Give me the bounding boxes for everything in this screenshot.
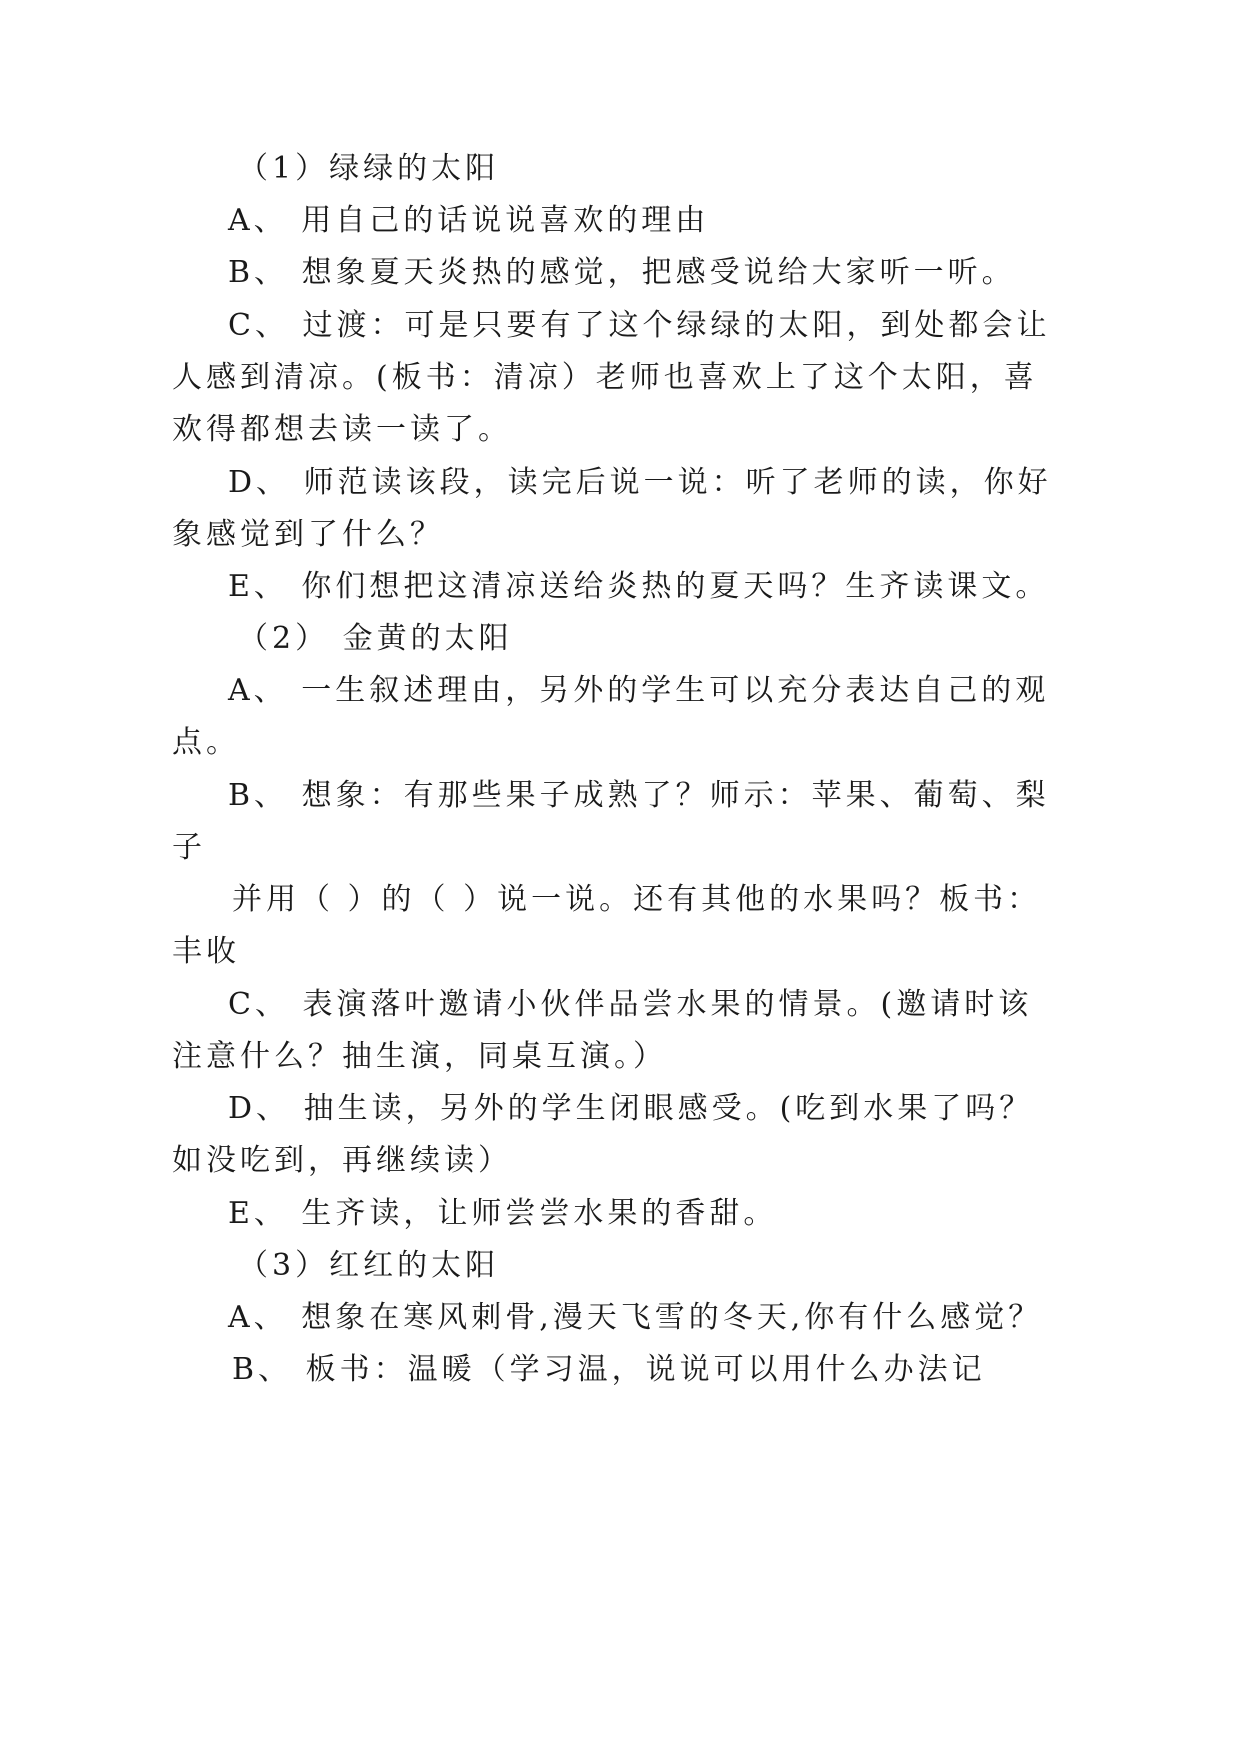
section-heading-green-sun: （1）绿绿的太阳 [238, 151, 500, 186]
paragraph-line: B、 想象夏天炎热的感觉，把感受说给大家听一听。 [228, 255, 1016, 290]
paragraph-line: 并用（ ）的（ ）说一说。还有其他的水果吗？板书： [232, 882, 1042, 917]
paragraph-line: E、 生齐读，让师尝尝水果的香甜。 [228, 1196, 778, 1231]
paragraph-line: A、 想象在寒风刺骨,漫天飞雪的冬天,你有什么感觉？ [228, 1300, 1043, 1335]
paragraph-line: 子 [172, 830, 206, 865]
paragraph-line: 象感觉到了什么？ [172, 517, 444, 552]
paragraph-line: 人感到清凉。(板书：清凉）老师也喜欢上了这个太阳，喜 [172, 360, 1038, 395]
paragraph-line: B、 想象：有那些果子成熟了？师示：苹果、葡萄、梨 [228, 778, 1050, 813]
paragraph-line: E、 你们想把这清凉送给炎热的夏天吗？生齐读课文。 [228, 569, 1050, 604]
paragraph-line: A、 一生叙述理由，另外的学生可以充分表达自己的观 [228, 673, 1050, 708]
paragraph-line: A、 用自己的话说说喜欢的理由 [228, 203, 710, 238]
section-heading-golden-sun: （2） 金黄的太阳 [238, 621, 513, 656]
paragraph-line: C、 表演落叶邀请小伙伴品尝水果的情景。(邀请时该 [228, 987, 1033, 1022]
paragraph-line: 点。 [172, 725, 240, 760]
paragraph-line: D、 抽生读，另外的学生闭眼感受。(吃到水果了吗？ [228, 1091, 1034, 1126]
section-heading-red-sun: （3）红红的太阳 [238, 1248, 500, 1283]
paragraph-line: B、 板书：温暖（学习温，说说可以用什么办法记 [232, 1352, 986, 1387]
paragraph-line: 注意什么？抽生演，同桌互演。） [172, 1039, 667, 1074]
paragraph-line: 丰收 [172, 934, 240, 969]
paragraph-line: 如没吃到，再继续读） [172, 1143, 512, 1178]
paragraph-line: D、 师范读该段，读完后说一说：听了老师的读，你好 [228, 465, 1052, 500]
paragraph-line: C、 过渡：可是只要有了这个绿绿的太阳，到处都会让 [228, 308, 1051, 343]
paragraph-line: 欢得都想去读一读了。 [172, 412, 512, 447]
